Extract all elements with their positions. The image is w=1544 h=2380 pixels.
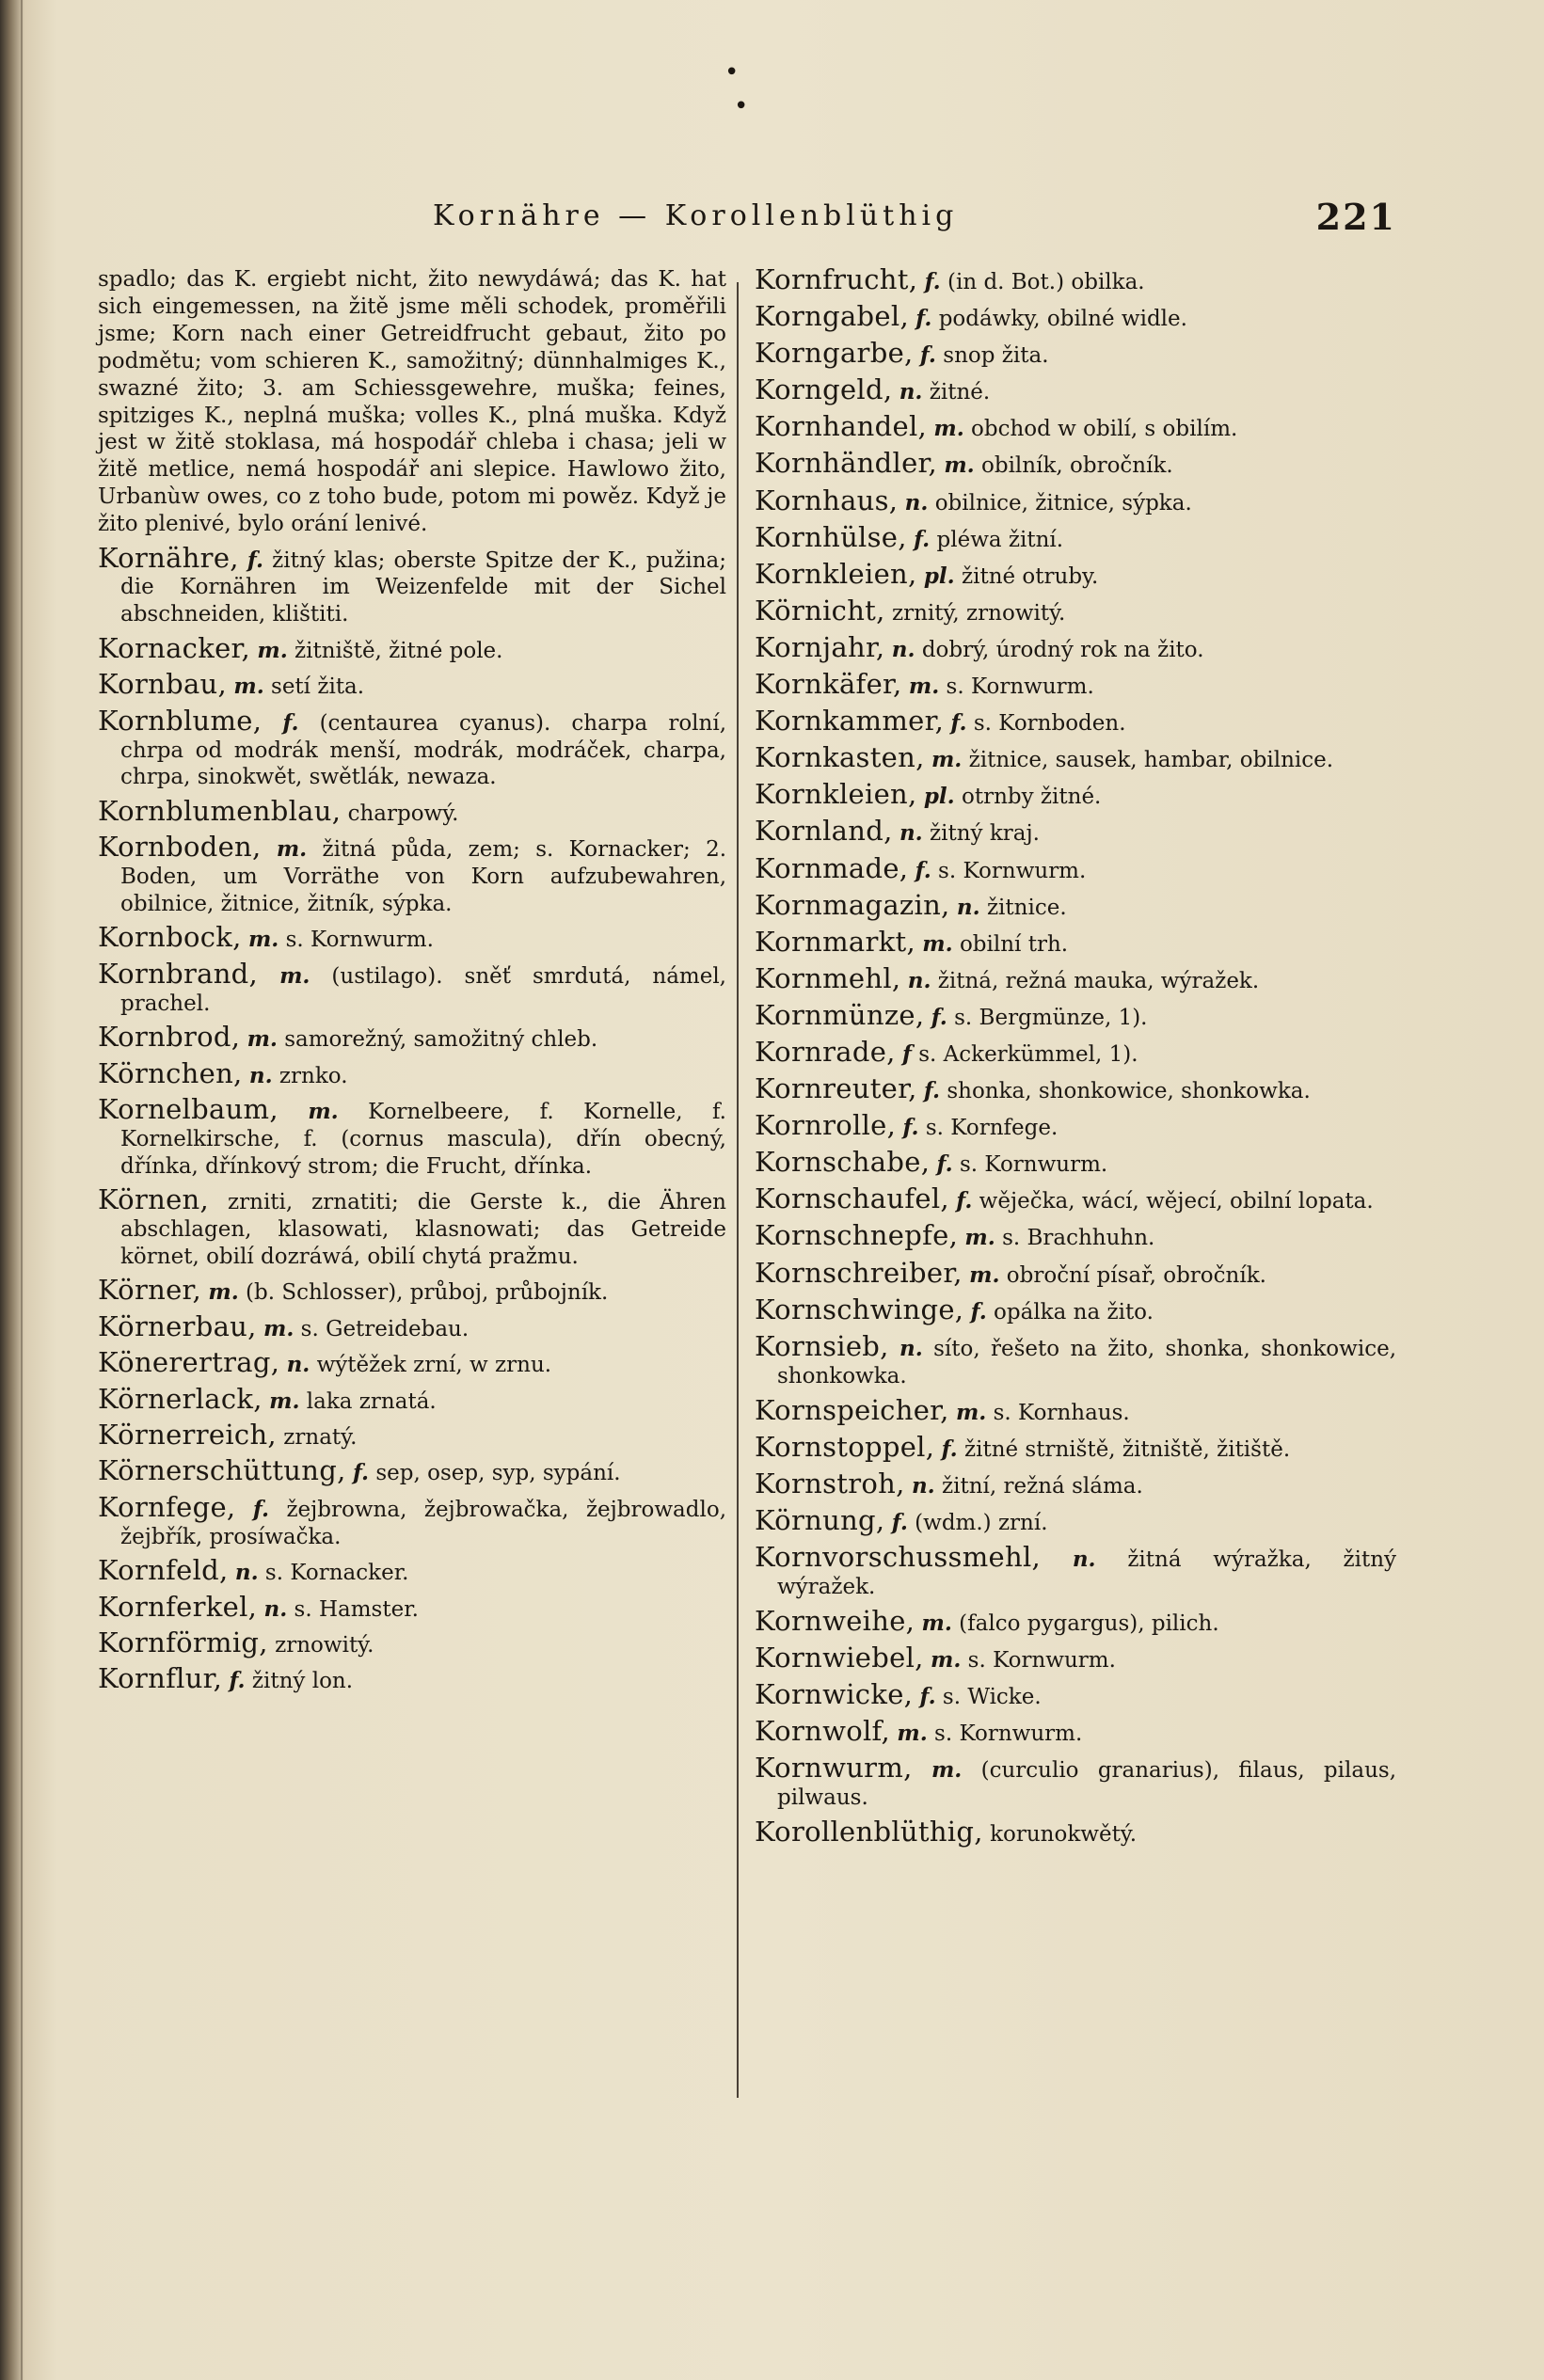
dictionary-entry xyxy=(755,1818,1396,1848)
entry-definition: s. Kornwurm. xyxy=(946,674,1094,700)
entry-headword: Körnicht, xyxy=(755,594,885,627)
entry-definition: žitnice. xyxy=(986,895,1067,920)
entry-grammar: n. xyxy=(904,489,929,516)
entry-headword: Kornwicke, xyxy=(755,1678,914,1711)
entry-headword: Kornblumenblau, xyxy=(98,794,342,827)
entry-headword: Kornblume, xyxy=(98,704,263,737)
entry-definition: žitná půda, zem; s. Kornacker; 2. Boden, um Vorräthe von Korn aufzubewahren, obilnice, žitnice, žitník, sýpka. xyxy=(120,837,727,917)
dictionary-entry xyxy=(98,1626,726,1659)
dictionary-entry xyxy=(755,630,1396,664)
entry-headword: Kornbock, xyxy=(98,921,242,954)
entry-headword: Körnerlack, xyxy=(98,1382,263,1415)
entry-definition: opálka na žito. xyxy=(994,1299,1154,1325)
entry-headword: Kornvorschussmehl, xyxy=(755,1541,1042,1574)
entry-grammar: n. xyxy=(248,1062,273,1088)
entry-headword: Korngeld, xyxy=(755,373,893,406)
dictionary-entry xyxy=(755,851,1396,885)
entry-headword: Kornschwinge, xyxy=(755,1293,964,1325)
entry-grammar: m. xyxy=(964,1225,995,1251)
entry-definition: s. Kornwurm. xyxy=(934,1722,1083,1747)
entry-definition: s. Brachhuhn. xyxy=(1002,1226,1155,1251)
dictionary-entry xyxy=(98,794,726,828)
entry-grammar: f xyxy=(902,1040,912,1067)
dictionary-entry xyxy=(98,1421,726,1452)
entry-definition: žitní, režná sláma. xyxy=(942,1473,1143,1499)
entry-grammar: m. xyxy=(897,1721,928,1747)
dictionary-entry xyxy=(755,1219,1396,1252)
entry-definition: setí žita. xyxy=(271,674,365,700)
entry-definition: s. Kornfege. xyxy=(925,1116,1059,1141)
entry-headword: Könerertrag, xyxy=(98,1346,280,1379)
dictionary-entry xyxy=(755,888,1396,922)
entry-definition: s. Hamster. xyxy=(294,1596,419,1622)
entry-grammar: f. xyxy=(970,1298,987,1325)
entry-definition: samorežný, samožitný chleb. xyxy=(284,1027,598,1053)
entry-headword: Kornrade, xyxy=(755,1035,896,1068)
entry-grammar: f. xyxy=(915,306,932,332)
dictionary-entry xyxy=(755,263,1396,296)
entry-headword: Körnchen, xyxy=(98,1056,243,1089)
dictionary-entry xyxy=(98,1490,727,1551)
entry-headword: Korollenblüthig, xyxy=(755,1816,983,1848)
entry-grammar: f. xyxy=(252,1496,269,1522)
entry-definition: obroční písař, obročník. xyxy=(1006,1262,1266,1288)
dictionary-entry xyxy=(755,1715,1396,1748)
entry-headword: Kornland, xyxy=(755,815,893,848)
entry-grammar: m. xyxy=(955,1399,987,1425)
entry-definition: žejbrowna, žejbrowačka, žejbrowadlo, žejbřík, prosíwačka. xyxy=(120,1497,727,1549)
entry-headword: Kornstoppel, xyxy=(755,1430,935,1463)
entry-grammar: f. xyxy=(950,710,967,737)
entry-grammar: m. xyxy=(263,1315,294,1341)
entry-headword: Kornrolle, xyxy=(755,1109,897,1142)
dictionary-entry xyxy=(755,300,1396,333)
entry-definition: žitné. xyxy=(929,380,991,405)
entry-headword: Kornähre, xyxy=(98,541,239,574)
dictionary-entry xyxy=(755,998,1396,1032)
entry-headword: Kornhaus, xyxy=(755,484,899,516)
entry-headword: Körnerreich, xyxy=(98,1419,277,1452)
dictionary-entry xyxy=(755,1541,1397,1601)
entry-headword: Kornspeicher, xyxy=(755,1393,949,1426)
entry-headword: Kornkleien, xyxy=(755,778,917,811)
entry-headword: Kornmünze, xyxy=(755,998,925,1031)
ink-speck-mark: • xyxy=(734,92,749,120)
dictionary-entry xyxy=(755,1678,1396,1711)
dictionary-entry xyxy=(98,957,726,1018)
entry-definition: zrniti, zrnatiti; die Gerste k., die Ähren abschlagen, klasowati, klasnowati; das Getreide körnet, obilí dozráwá, obilí chytá pražmu. xyxy=(120,1190,726,1269)
entry-definition: snop žita. xyxy=(943,343,1049,369)
entry-definition: obilník, obročník. xyxy=(981,453,1173,479)
dictionary-entry xyxy=(755,1467,1396,1500)
entry-definition: s. Kornwurm. xyxy=(285,928,434,953)
entry-grammar: n. xyxy=(234,1560,259,1586)
entry-grammar: m. xyxy=(208,1279,239,1306)
entry-grammar: f. xyxy=(956,1188,973,1214)
entry-definition: s. Kornboden. xyxy=(973,711,1126,737)
entry-definition: (falco pygargus), pilich. xyxy=(959,1611,1219,1637)
ink-speck-mark: • xyxy=(724,58,740,87)
entry-definition: podáwky, obilné widle. xyxy=(938,307,1187,332)
entry-definition: s. Getreidebau. xyxy=(300,1316,470,1341)
entry-definition: otrnby žitné. xyxy=(961,785,1102,810)
entry-headword: Kornboden, xyxy=(98,831,262,864)
entry-definition: obilnice, žitnice, sýpka. xyxy=(934,490,1192,516)
entry-grammar: n. xyxy=(899,1335,923,1361)
dictionary-entry xyxy=(755,961,1396,995)
entry-grammar: f. xyxy=(902,1115,919,1141)
entry-headword: Körner, xyxy=(98,1274,202,1307)
entry-headword: Kornmade, xyxy=(755,851,909,884)
entry-grammar: n. xyxy=(907,967,931,993)
entry-headword: Kornhandel, xyxy=(755,410,928,443)
entry-definition: žitniště, žitné pole. xyxy=(294,638,503,663)
dictionary-entry xyxy=(755,1072,1396,1105)
entry-grammar: m. xyxy=(944,452,975,479)
entry-headword: Kornstroh, xyxy=(755,1467,905,1499)
entry-grammar: n. xyxy=(899,820,923,847)
left-column xyxy=(98,266,726,1702)
entry-grammar: m. xyxy=(308,1098,339,1124)
entry-grammar: m. xyxy=(921,1610,952,1637)
entry-grammar: m. xyxy=(276,836,308,863)
dictionary-entry xyxy=(98,1056,726,1090)
entry-definition: s. Kornwurm. xyxy=(967,1648,1116,1674)
running-head: Kornähre — Korollenblüthig xyxy=(433,199,959,232)
entry-headword: Kornmehl, xyxy=(755,961,901,994)
entry-grammar: f. xyxy=(229,1668,246,1694)
entry-grammar: f. xyxy=(924,269,941,294)
entry-grammar: f. xyxy=(931,1004,947,1030)
dictionary-entry xyxy=(755,1605,1396,1638)
dictionary-entry xyxy=(755,337,1396,370)
entry-headword: Korngabel, xyxy=(755,300,909,333)
dictionary-entry xyxy=(755,484,1396,517)
dictionary-entry xyxy=(98,541,726,629)
entry-definition: žitný kraj. xyxy=(929,821,1040,847)
entry-headword: Kornflur, xyxy=(98,1662,223,1695)
entry-definition: s. Kornacker. xyxy=(264,1561,409,1586)
entry-headword: Körnerbau, xyxy=(98,1309,257,1342)
entry-grammar: m. xyxy=(969,1261,1000,1288)
entry-definition: (ustilago). sněť smrdutá, námel, prachel. xyxy=(120,963,726,1016)
dictionary-entry xyxy=(98,833,726,918)
dictionary-entry xyxy=(755,817,1396,848)
entry-grammar: m. xyxy=(931,747,963,773)
dictionary-entry xyxy=(755,1182,1396,1215)
entry-headword: Kornförmig, xyxy=(98,1626,268,1658)
entry-grammar: m. xyxy=(931,1757,963,1784)
entry-grammar: pl. xyxy=(923,784,955,810)
dictionary-entry xyxy=(755,1754,1396,1812)
entry-headword: Kornhülse, xyxy=(755,520,907,553)
entry-grammar: f. xyxy=(919,342,936,369)
entry-definition: s. Ackerkümmel, 1). xyxy=(918,1041,1138,1067)
entry-headword: Kornkleien, xyxy=(755,557,917,590)
entry-grammar: f. xyxy=(914,526,931,552)
entry-headword: Körnerschüttung, xyxy=(98,1454,346,1487)
entry-definition: wýtěžek zrní, w zrnu. xyxy=(316,1353,552,1378)
entry-headword: Kornbau, xyxy=(98,668,228,701)
dictionary-entry xyxy=(755,1504,1396,1537)
entry-definition: (curculio granarius), filaus, pilaus, pilwaus. xyxy=(777,1758,1397,1811)
dictionary-entry xyxy=(755,668,1396,701)
entry-grammar: n. xyxy=(263,1595,288,1622)
entry-grammar: m. xyxy=(257,637,288,663)
entry-definition: korunokwětý. xyxy=(990,1822,1138,1848)
dictionary-entry xyxy=(755,410,1396,443)
dictionary-entry xyxy=(98,1454,726,1487)
entry-headword: Kornbrod, xyxy=(98,1021,241,1054)
dictionary-entry xyxy=(98,1662,726,1695)
entry-headword: Kornmagazin, xyxy=(755,888,950,921)
dictionary-entry xyxy=(755,1430,1396,1464)
entry-definition: žitná, režná mauka, wýražek. xyxy=(937,968,1260,993)
entry-headword: Kornfrucht, xyxy=(755,263,918,295)
dictionary-entry xyxy=(98,1092,726,1181)
dictionary-entry xyxy=(755,1146,1396,1179)
entry-definition: žitná wýražka, žitný wýražek. xyxy=(777,1547,1397,1599)
entry-headword: Kornreuter, xyxy=(755,1072,917,1105)
entry-headword: Kornkasten, xyxy=(755,741,925,774)
entry-definition: (centaurea cyanus). charpa rolní, chrpa od modrák menší, modrák, modráček, charpa, chrpa, sinokwět, swětlák, newaza. xyxy=(120,710,727,790)
entry-headword: Kornwurm, xyxy=(755,1752,913,1785)
dictionary-entry xyxy=(98,1346,726,1379)
entry-headword: Kornfege, xyxy=(98,1490,236,1523)
entry-headword: Kornfeld, xyxy=(98,1554,229,1587)
dictionary-entry xyxy=(98,266,726,538)
entry-headword: Kornwolf, xyxy=(755,1715,891,1748)
entry-headword: Kornwiebel, xyxy=(755,1642,924,1674)
entry-definition: žitné otruby. xyxy=(961,563,1099,589)
dictionary-entry xyxy=(98,704,727,792)
dictionary-entry xyxy=(98,1590,726,1624)
entry-headword: Kornhändler, xyxy=(755,447,938,480)
entry-headword: Kornsieb, xyxy=(755,1329,889,1362)
entry-headword: Kornschaufel, xyxy=(755,1182,949,1215)
dictionary-entry xyxy=(755,373,1396,406)
entry-grammar: f. xyxy=(919,1684,936,1710)
entry-headword: Kornjahr, xyxy=(755,630,885,663)
entry-grammar: f. xyxy=(936,1151,953,1178)
dictionary-entry xyxy=(755,707,1396,738)
entry-definition: zrnatý. xyxy=(283,1425,358,1451)
entry-grammar: m. xyxy=(247,927,279,953)
dictionary-entry xyxy=(755,1393,1396,1427)
right-column xyxy=(755,263,1397,1856)
entry-definition: (b. Schlosser), průboj, průbojník. xyxy=(246,1280,609,1306)
entry-headword: Kornschnepfe, xyxy=(755,1219,959,1252)
entry-definition: s. Bergmünze, 1). xyxy=(954,1005,1148,1030)
entry-grammar: n. xyxy=(911,1472,935,1499)
entry-definition: (in d. Bot.) obilka. xyxy=(947,270,1145,294)
entry-headword: Kornbrand, xyxy=(98,957,259,990)
entry-definition: laka zrnatá. xyxy=(306,1388,437,1414)
entry-definition: pléwa žitní. xyxy=(936,527,1064,552)
entry-grammar: pl. xyxy=(923,563,955,589)
dictionary-entry xyxy=(755,778,1396,811)
entry-definition: obilní trh. xyxy=(959,931,1069,957)
page-number: 221 xyxy=(1315,196,1396,238)
entry-headword: Kornelbaum, xyxy=(98,1092,279,1125)
entry-definition: síto, řešeto na žito, shonka, shonkowice, shonkowka. xyxy=(777,1336,1397,1388)
entry-grammar: m. xyxy=(908,674,940,700)
entry-grammar: m. xyxy=(247,1026,278,1053)
entry-definition: charpowý. xyxy=(347,801,459,826)
dictionary-entry xyxy=(98,921,726,954)
entry-grammar: f. xyxy=(941,1436,958,1462)
dictionary-entry xyxy=(755,447,1396,480)
page-gutter xyxy=(21,0,23,2380)
entry-grammar: f. xyxy=(915,857,931,883)
entry-definition: s. Kornwurm. xyxy=(959,1152,1108,1178)
entry-grammar: n. xyxy=(1072,1547,1096,1573)
entry-headword: Kornweihe, xyxy=(755,1605,915,1638)
entry-grammar: m. xyxy=(269,1388,300,1414)
dictionary-entry xyxy=(98,631,726,665)
dictionary-entry xyxy=(98,1554,726,1587)
entry-headword: Körnung, xyxy=(755,1504,885,1536)
dictionary-entry xyxy=(755,1109,1396,1142)
dictionary-entry xyxy=(755,1329,1397,1390)
entry-definition: wěječka, wácí, wějecí, obilní lopata. xyxy=(979,1189,1374,1214)
entry-grammar: f. xyxy=(282,709,299,736)
entry-definition: shonka, shonkowice, shonkowka. xyxy=(947,1079,1311,1104)
entry-headword: Kornschabe, xyxy=(755,1146,931,1179)
dictionary-entry xyxy=(755,1644,1396,1674)
entry-definition: zrnowitý. xyxy=(275,1632,374,1658)
entry-definition: žitné strniště, žitniště, žitiště. xyxy=(963,1436,1291,1462)
dictionary-entry xyxy=(755,741,1396,774)
entry-definition: (wdm.) zrní. xyxy=(915,1511,1048,1535)
entry-headword: Korngarbe, xyxy=(755,337,914,370)
entry-definition: dobrý, úrodný rok na žito. xyxy=(921,637,1204,662)
entry-grammar: m. xyxy=(233,674,264,700)
entry-headword: Kornferkel, xyxy=(98,1590,258,1623)
entry-grammar: m. xyxy=(933,416,964,442)
entry-grammar: n. xyxy=(286,1352,310,1378)
dictionary-entry xyxy=(755,925,1396,959)
entry-grammar: f. xyxy=(923,1078,941,1104)
entry-grammar: m. xyxy=(922,930,953,957)
dictionary-entry xyxy=(98,1183,726,1271)
entry-grammar: m. xyxy=(279,962,310,989)
entry-headword: Kornkammer, xyxy=(755,705,945,738)
entry-grammar: f. xyxy=(891,1510,908,1535)
entry-grammar: f. xyxy=(352,1460,370,1486)
entry-headword: Kornmarkt, xyxy=(755,925,915,958)
entry-definition: žitnice, sausek, hambar, obilnice. xyxy=(968,748,1334,773)
page-header xyxy=(98,196,1396,250)
entry-grammar: n. xyxy=(891,636,915,662)
entry-definition: s. Kornhaus. xyxy=(993,1400,1130,1425)
entry-headword: Kornkäfer, xyxy=(755,668,902,701)
column-divider xyxy=(737,282,739,2098)
dictionary-entry xyxy=(755,594,1396,627)
dictionary-entry xyxy=(98,668,726,701)
entry-definition: zrnko. xyxy=(279,1063,348,1088)
entry-definition: zrnitý, zrnowitý. xyxy=(891,600,1066,626)
dictionary-entry xyxy=(98,1309,726,1343)
entry-grammar: n. xyxy=(899,379,923,405)
dictionary-entry xyxy=(98,1382,726,1416)
entry-headword: Körnen, xyxy=(98,1183,210,1216)
dictionary-entry xyxy=(755,1293,1396,1326)
entry-grammar: n. xyxy=(956,894,980,920)
dictionary-entry xyxy=(755,520,1396,554)
entry-grammar: m. xyxy=(930,1647,962,1674)
dictionary-entry xyxy=(755,1256,1396,1290)
entry-definition: s. Kornwurm. xyxy=(938,858,1087,883)
dictionary-entry xyxy=(755,557,1396,591)
entry-definition: Kornelbeere, f. Kornelle, f. Kornelkirsche, f. (cornus mascula), dřín obecný, dřínka, dřínkový strom; die Frucht, dřínka. xyxy=(120,1099,726,1179)
dictionary-entry xyxy=(98,1023,726,1054)
entry-definition: spadlo; das K. ergiebt nicht, žito newydáwá; das K. hat sich eingemessen, na žitě jsme měli schodek, proměřili jsme; Korn nach einer Getreidfrucht gebaut, žito po podmětu; vom schieren K., samožitný; dünnhalmiges K., swazné žito; 3. am Schiessgewehre, muška; feines, spitziges K., neplná muška; volles K., plná muška. Když jest w žitě stoklasa, má hospodář chleba i chasa; jeli w žitě metlice, nemá hospodář ani slepice. Hawlowo žito, Urbanùw owes, co z toho bude, potom mi powěz. Když je žito plenivé, bylo orání lenivé. xyxy=(98,267,726,537)
entry-headword: Kornschreiber, xyxy=(755,1256,963,1289)
entry-definition: žitný lon. xyxy=(251,1669,354,1694)
entry-definition: žitný klas; oberste Spitze der K., pužina; die Kornähren im Weizenfelde mit der Sichel abschneiden, klištiti. xyxy=(120,547,726,627)
entry-headword: Kornacker, xyxy=(98,631,251,664)
entry-definition: s. Wicke. xyxy=(942,1685,1042,1710)
entry-definition: obchod w obilí, s obilím. xyxy=(971,417,1238,442)
dictionary-entry xyxy=(98,1274,726,1307)
entry-grammar: f. xyxy=(247,547,264,573)
entry-definition: sep, osep, syp, sypání. xyxy=(375,1461,621,1486)
dictionary-entry xyxy=(755,1035,1396,1069)
